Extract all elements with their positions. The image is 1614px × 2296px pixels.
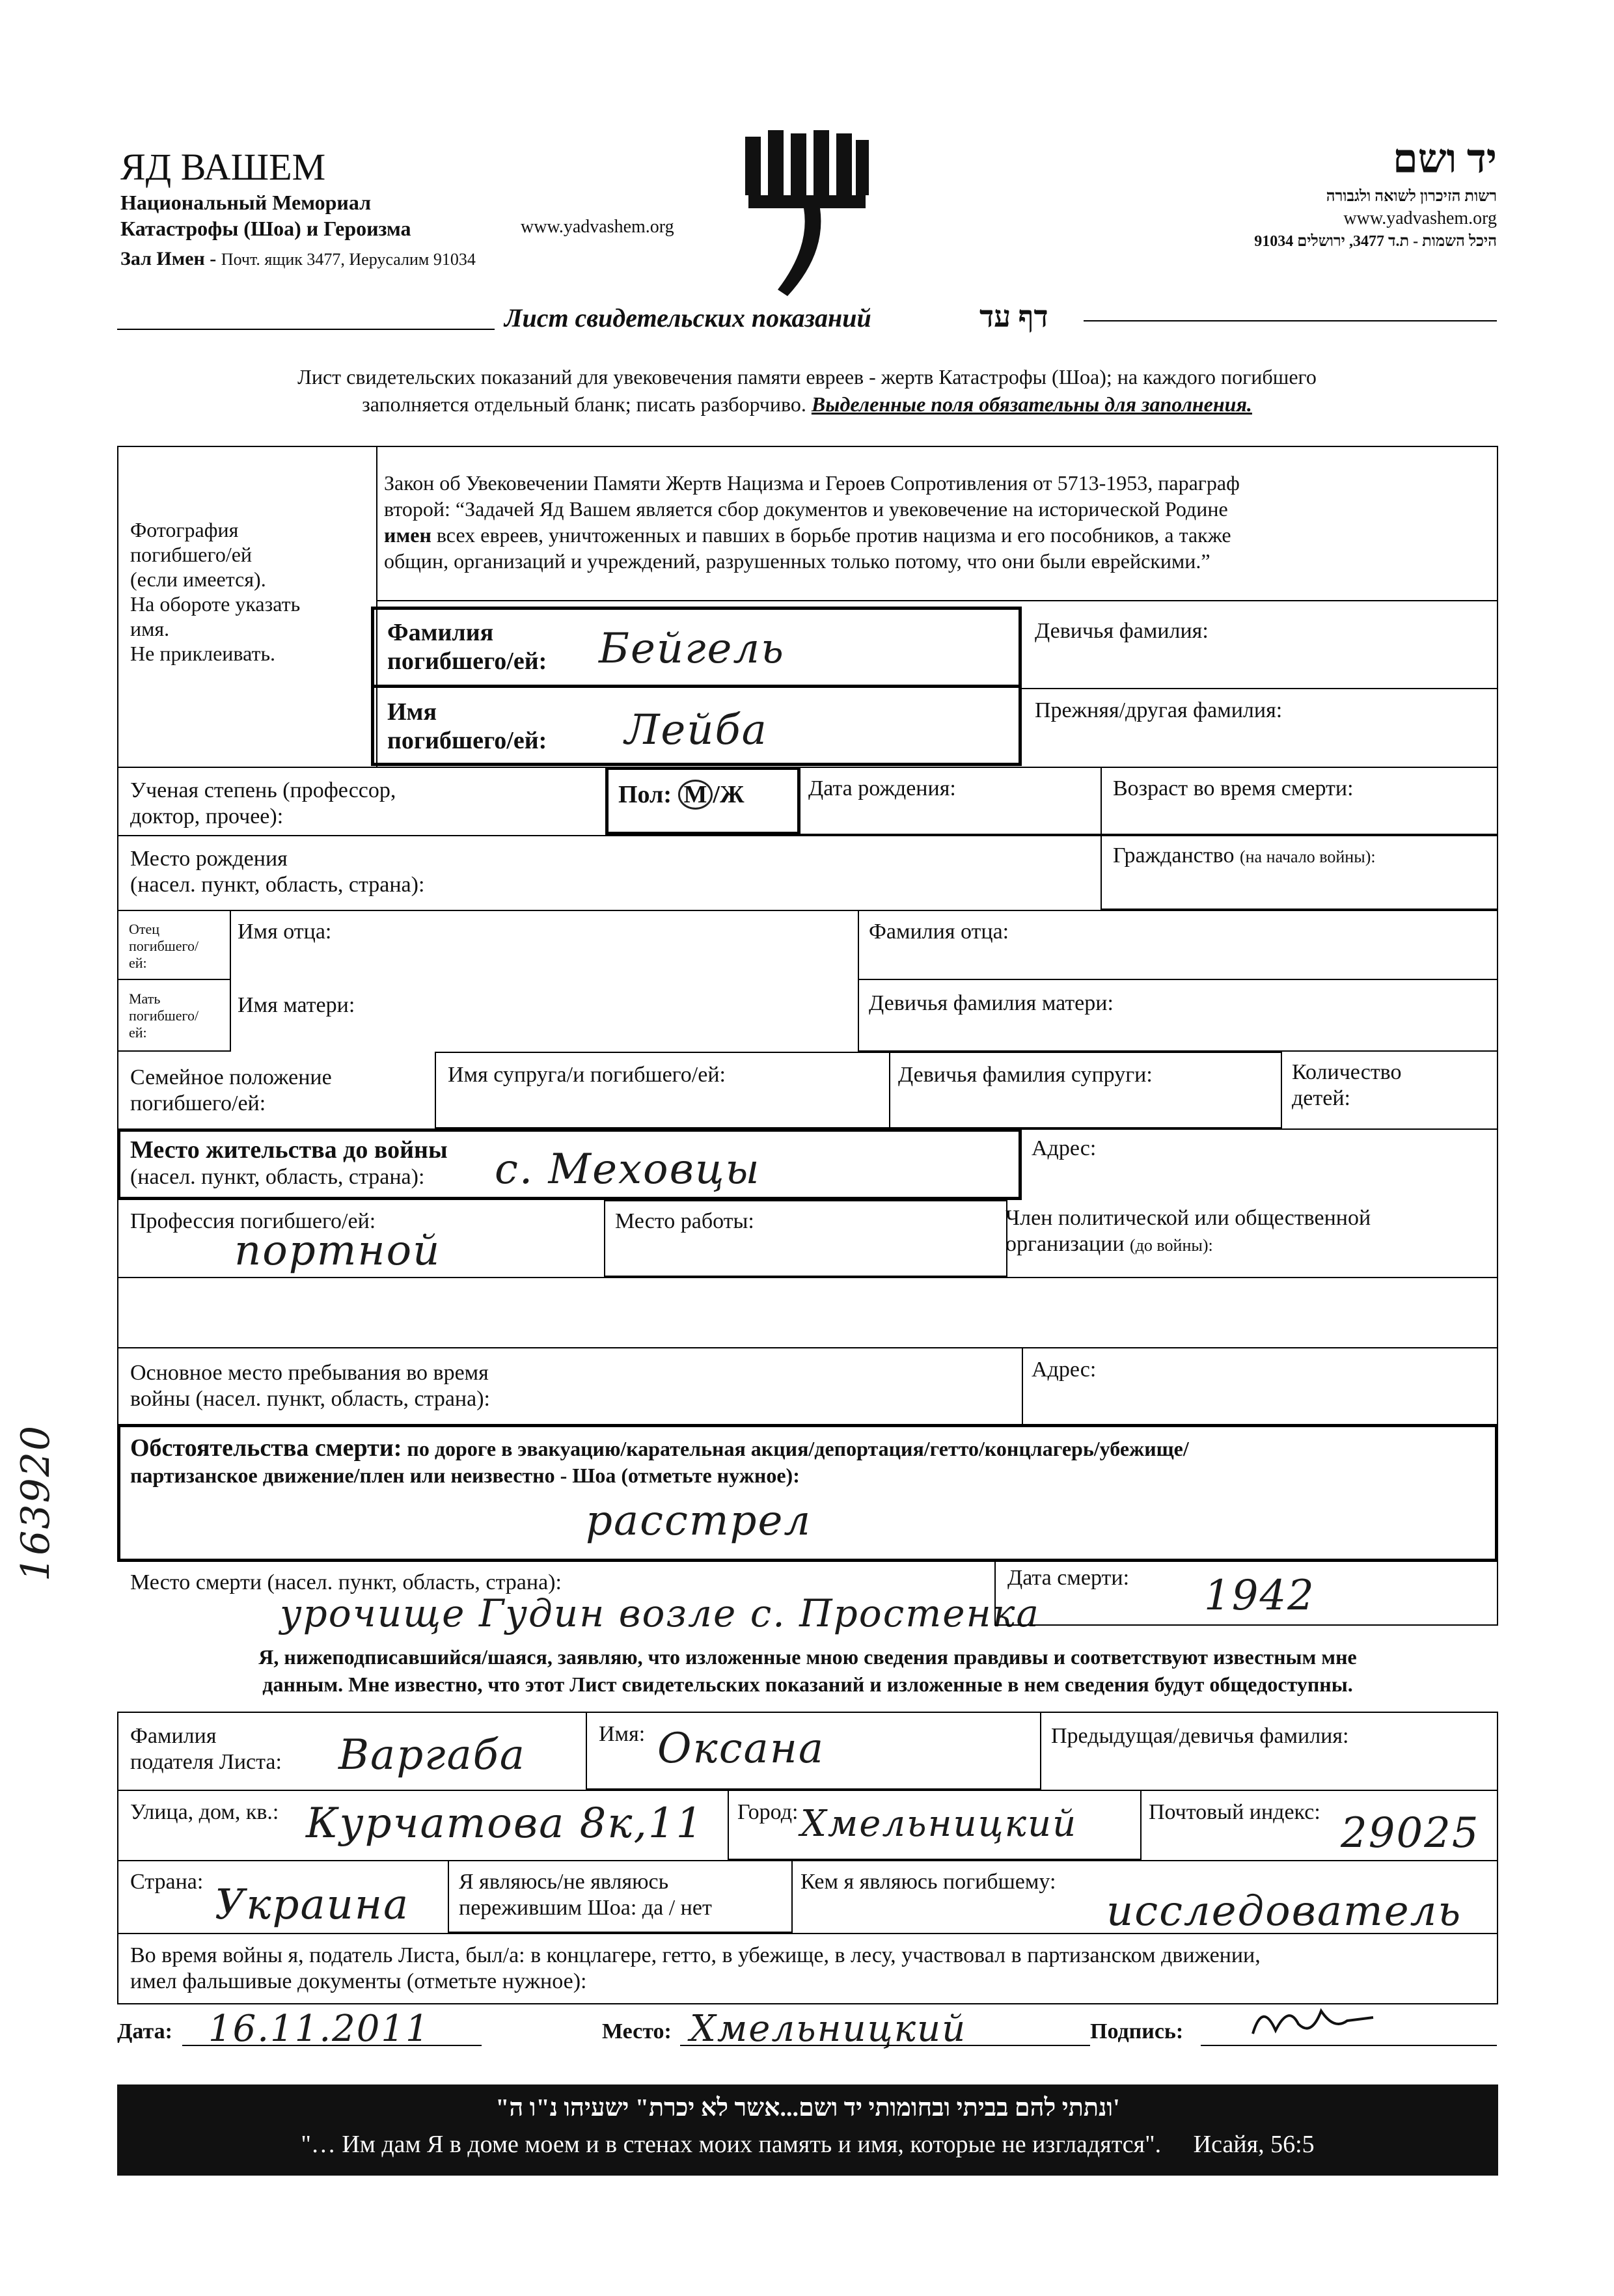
sub-prev-surname-label: Предыдущая/девичья фамилия: <box>1051 1724 1349 1748</box>
title-rule-right <box>1084 320 1497 321</box>
date-label: Дата: <box>117 2019 172 2043</box>
org-line-1: Национальный Мемориал <box>120 191 372 214</box>
death-circ-rest: по дороге в эвакуацию/карательная акция/депортация/гетто/концлагерь/убежище/ <box>402 1437 1189 1460</box>
date-value: 16.11.2011 <box>208 2008 430 2050</box>
residence-label-2: (насел. пункт, область, страна): <box>130 1165 425 1189</box>
sub-wartime <box>130 1943 1490 1995</box>
member-label <box>1005 1205 1371 1259</box>
address-label: Адрес: <box>1032 1136 1097 1160</box>
mother-side-1: Мать <box>129 991 161 1007</box>
birth-date-label: Дата рождения: <box>808 776 956 800</box>
signature-mark <box>1250 1998 1380 2047</box>
father-side <box>129 921 198 972</box>
declaration <box>117 1643 1498 1698</box>
name-label-2: погибшего/ей: <box>387 727 547 754</box>
org-line-3-bold: Зал Имен - <box>120 248 217 269</box>
sub-row3-bottom <box>117 1933 1498 1934</box>
profession-label: Профессия погибшего/ей: <box>130 1209 376 1233</box>
photo-l4: На обороте указать <box>130 592 301 616</box>
sub-city-label: Город: <box>737 1800 799 1824</box>
mother-side-3: ей: <box>129 1024 147 1041</box>
citizenship-label: Гражданство <box>1113 843 1235 868</box>
death-place-label: Место смерти (насел. пункт, область, страна): <box>130 1570 562 1594</box>
org-line-3-row <box>120 245 476 273</box>
sub-country-label: Страна: <box>130 1870 204 1894</box>
quote-source: Исайя, 56:5 <box>1193 2131 1315 2158</box>
signature-label: Подпись: <box>1090 2019 1184 2043</box>
quote-ru: "… Им дам Я в доме моем и в стенах моих память и имя, которые не изгладятся". <box>301 2131 1162 2158</box>
citizenship-label-row <box>1113 843 1376 870</box>
family-label <box>130 1065 332 1117</box>
member-label-1: Член политической или общественной <box>1005 1206 1371 1230</box>
sub-wartime-l1: Во время войны я, податель Листа, был/а: в концлагере, гетто, в убежище, в лесу, участвовал в партизанском движении, <box>130 1943 1261 1967</box>
death-date-label: Дата смерти: <box>1007 1566 1130 1590</box>
father-surname-label: Фамилия отца: <box>869 920 1009 944</box>
org-title-ru: ЯД ВАШЕМ <box>120 146 326 188</box>
death-circ-value: расстрел <box>586 1497 812 1545</box>
intro-line-2-row <box>117 390 1497 418</box>
law-text <box>384 470 1490 574</box>
children-label-2: детей: <box>1292 1086 1350 1110</box>
intro-line-1: Лист свидетельских показаний для увековечения памяти евреев - жертв Катастрофы (Шоа); на каждого погибшего <box>297 365 1317 389</box>
wartime-address-label: Адрес: <box>1032 1358 1097 1382</box>
title-rule-left <box>117 329 495 330</box>
spouse-name-label: Имя супруга/и погибшего/ей: <box>448 1063 726 1087</box>
death-circ-line-2: партизанское движение/плен или неизвестно - Шоа (отметьте нужное): <box>130 1464 800 1487</box>
wartime-label-1: Основное место пребывания во время <box>130 1361 489 1385</box>
profession-value: портной <box>234 1227 441 1275</box>
sub-row2-bottom <box>117 1860 1498 1861</box>
death-circ-text <box>130 1435 1490 1488</box>
sub-wartime-l2: имел фальшивые документы (отметьте нужное): <box>130 1969 587 1993</box>
quote-he: "ונתתי להם בביתי ובחומותי יד ושם...אשר לא יכרת" ישעיהו נ"ו ה' <box>495 2094 1120 2122</box>
sub-survivor-label <box>459 1869 712 1921</box>
yad-vashem-logo <box>742 130 872 299</box>
surname-label-2: погибшего/ей: <box>387 648 547 675</box>
wartime-label-2: войны (насел. пункт, область, страна): <box>130 1387 490 1411</box>
death-place-value: урочище Гудин возле с. Простенка <box>280 1591 1040 1635</box>
father-name-label: Имя отца: <box>238 920 332 944</box>
quote-banner <box>117 2084 1498 2176</box>
degree-label-2: доктор, прочее): <box>130 804 284 828</box>
place-value: Хмельницкий <box>690 2008 967 2050</box>
spouse-maiden-label: Девичья фамилия супруги: <box>898 1063 1153 1087</box>
degree-label-1: Ученая степень (профессор, <box>130 778 396 802</box>
name-value: Лейба <box>625 706 768 754</box>
death-date-value: 1942 <box>1204 1572 1315 1620</box>
law-l3-row <box>384 522 1490 548</box>
org-line-2: Катастрофы (Шоа) и Героизма <box>120 217 411 240</box>
residence-label <box>130 1136 448 1190</box>
he-line-1: רשות הזיכרון לשואה ולגבורה <box>1326 188 1497 205</box>
wartime-label <box>130 1360 490 1412</box>
quote-ru-row <box>117 2126 1498 2163</box>
photo-l3: (если имеется). <box>130 567 266 591</box>
photo-l1: Фотография <box>130 518 239 541</box>
photo-l5: имя. <box>130 617 170 640</box>
sub-city-value: Хмельницкий <box>800 1803 1078 1845</box>
website-left: www.yadvashem.org <box>521 217 674 237</box>
member-label-2-row <box>1005 1231 1371 1259</box>
other-surname-label: Прежняя/другая фамилия: <box>1035 698 1283 722</box>
sub-surname-label <box>130 1723 282 1775</box>
org-line-3: Почт. ящик 3477, Иерусалим 91034 <box>221 250 476 269</box>
org-title-he: יד ושם <box>1392 137 1497 182</box>
law-l4: общин, организаций и учреждений, разрушенных только потому, что они были еврейскими.” <box>384 549 1210 573</box>
intro-line-2: заполняется отдельный бланк; писать разборчиво. <box>362 392 806 416</box>
law-l3a: имен <box>384 523 431 547</box>
birthplace-label-2: (насел. пункт, область, страна): <box>130 873 425 897</box>
father-side-3: ей: <box>129 955 147 971</box>
place-rule <box>680 2045 1090 2046</box>
margin-number: 163920 <box>13 1424 59 1581</box>
sub-zip-label: Почтовый индекс: <box>1149 1800 1320 1824</box>
maiden-rule <box>1022 688 1498 689</box>
sub-surname-label-2: подателя Листа: <box>130 1750 282 1774</box>
residence-value: с. Меховцы <box>495 1145 761 1194</box>
member-note: (до войны): <box>1130 1236 1213 1255</box>
sub-street-value: Курчатова 8к,11 <box>306 1799 704 1848</box>
sub-survivor-label-1: Я являюсь/не являюсь <box>459 1870 669 1894</box>
degree-label <box>130 778 396 830</box>
surname-label-1: Фамилия <box>387 619 494 646</box>
family-label-2: погибшего/ей: <box>130 1091 266 1115</box>
law-l1: Закон об Увековечении Памяти Жертв Нацизма и Героев Сопротивления от 5713-1953, параграф <box>384 471 1240 495</box>
place-label: Место: <box>602 2019 672 2043</box>
sex-m[interactable]: М <box>678 780 713 810</box>
sex-label: Пол: <box>618 781 672 808</box>
surname-label <box>387 618 547 676</box>
sub-relation-value: исследователь <box>1106 1887 1462 1935</box>
death-circ-row-1 <box>130 1435 1490 1462</box>
mother-name-label: Имя матери: <box>238 993 355 1017</box>
profession-bottom <box>117 1277 1498 1278</box>
family-label-1: Семейное положение <box>130 1065 332 1089</box>
mother-side <box>129 991 198 1041</box>
name-label <box>387 698 547 755</box>
date-rule <box>182 2045 482 2046</box>
declaration-l1: Я, нижеподписавшийся/шаяся, заявляю, что изложенные мною сведения правдивы и соответствуют известным мне <box>258 1645 1357 1669</box>
birthplace-label-1: Место рождения <box>130 847 288 871</box>
declaration-l2: данным. Мне известно, что этот Лист свидетельских показаний и изложенные в нем сведения будут общедоступны. <box>262 1673 1353 1696</box>
children-label-1: Количество <box>1292 1060 1402 1084</box>
residence-label-1: Место жительства до войны <box>130 1136 448 1164</box>
sub-survivor-label-2: пережившим Шоа: да / нет <box>459 1896 712 1920</box>
sub-surname-label-1: Фамилия <box>130 1724 217 1748</box>
death-circ-bold: Обстоятельства смерти: <box>130 1434 402 1462</box>
law-l2: второй: “Задачей Яд Вашем является сбор документов и увековечение на исторической Родине <box>384 497 1228 521</box>
mother-maiden-label: Девичья фамилия матери: <box>869 991 1114 1015</box>
law-l3b: всех евреев, уничтоженных и павших в борьбе против нацизма и его пособников, а также <box>431 523 1231 547</box>
header-right <box>1254 133 1497 253</box>
children-label <box>1292 1059 1402 1112</box>
law-bottom-rule <box>377 600 1498 601</box>
sub-street-label: Улица, дом, кв.: <box>130 1800 279 1824</box>
sub-name-label: Имя: <box>599 1722 646 1746</box>
father-side-2: погибшего/ <box>129 938 199 954</box>
sub-surname-value: Варгаба <box>338 1731 526 1779</box>
org-line-2-row <box>120 217 674 245</box>
intro-emphasis: Выделенные поля обязательны для заполнения. <box>811 392 1252 416</box>
form-title-he: דף עד <box>979 300 1048 333</box>
age-label: Возраст во время смерти: <box>1113 776 1354 800</box>
website-right: www.yadvashem.org <box>1343 208 1497 228</box>
name-label-1: Имя <box>387 698 437 726</box>
intro-text <box>117 363 1497 418</box>
sex-row: Пол: М /Ж <box>618 781 745 808</box>
mother-side-2: погибшего/ <box>129 1007 199 1024</box>
surname-value: Бейгель <box>599 625 785 673</box>
birthplace-label <box>130 846 424 898</box>
father-side-1: Отец <box>129 921 160 937</box>
header-left <box>120 146 674 273</box>
maiden-label: Девичья фамилия: <box>1035 619 1209 643</box>
photo-l6: Не приклеивать. <box>130 642 276 665</box>
signature-rule <box>1201 2045 1497 2046</box>
sub-relation-label: Кем я являюсь погибшему: <box>800 1870 1056 1894</box>
sex-f[interactable]: Ж <box>719 781 745 808</box>
citizenship-note: (на начало войны): <box>1239 847 1376 866</box>
sub-country-value: Украина <box>215 1881 410 1929</box>
workplace-label: Место работы: <box>615 1209 754 1233</box>
sub-name-value: Оксана <box>657 1725 825 1773</box>
sub-zip-value: 29025 <box>1341 1809 1480 1857</box>
photo-instructions <box>130 517 300 666</box>
he-line-2: 91034 היכל השמות - ת.ד 3477, ירושלים <box>1254 233 1497 250</box>
form-title: Лист свидетельских показаний <box>504 303 871 333</box>
member-label-2: организации <box>1005 1232 1125 1256</box>
photo-l2: погибшего/ей <box>130 543 253 566</box>
